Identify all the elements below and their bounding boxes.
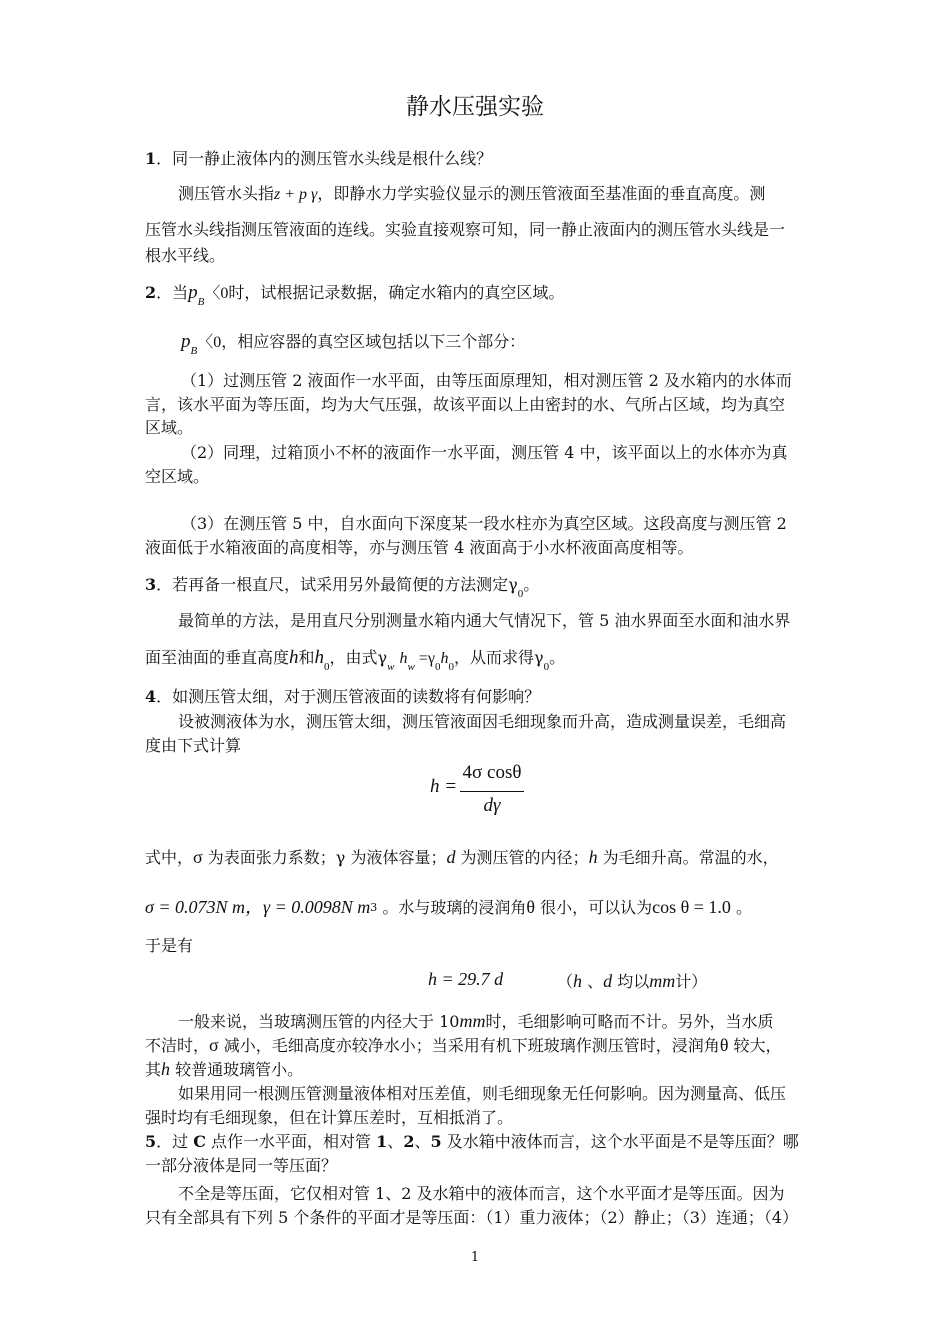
symbol-d: d [603, 971, 613, 991]
fraction-bar [460, 791, 524, 792]
subscript-w: w [387, 661, 395, 673]
equals: =γ [414, 650, 435, 667]
answer-1-line-2: 压管水头线指测压管液面的连线。实验直接观察可知，同一静止液面内的测压管水头线是一 [145, 220, 786, 239]
question-number: 5 [145, 1132, 157, 1151]
text: 其 [145, 1060, 162, 1079]
text: 时，毛细影响可略而不计。另外，当水质 [485, 1012, 774, 1031]
text: 。 [730, 898, 752, 917]
subscript-b: B [197, 296, 205, 308]
text: 为测压管的内径； [455, 848, 589, 867]
text: ，从而求得γ [453, 648, 544, 667]
question-number: 3 [145, 575, 157, 594]
answer-2-p2-line-2: 空区域。 [145, 467, 210, 486]
text: 式中， [145, 848, 194, 867]
answer-3-line-2 [145, 647, 565, 671]
result-formula: h = 29.7 d [428, 969, 504, 989]
answer-1-line-1 [178, 183, 765, 206]
subscript-0: 0 [543, 661, 550, 673]
text: 时，试根据记录数据，确定水箱内的真空区域。 [228, 283, 565, 302]
question-1 [145, 148, 492, 170]
text: 点作一水平面，相对管 [205, 1132, 377, 1151]
symbol-d: d [446, 847, 456, 867]
gamma-value: ，γ = 0.0098N m [245, 897, 371, 917]
subscript-0: 0 [517, 588, 524, 600]
question-number: 4 [145, 687, 157, 706]
symbol-h: h [289, 647, 299, 668]
text: ．如测压管太细，对于测压管液面的读数将有何影响？ [156, 687, 541, 706]
question-5 [145, 1131, 799, 1153]
text: 很小，可以认为 [535, 898, 653, 917]
unit-mm: mm [649, 971, 676, 991]
text: 、 [387, 1132, 404, 1151]
text: 及水箱中液体而言，这个水平面是不是等压面？哪 [441, 1132, 799, 1151]
answer-4-yushi: 于是有 [145, 936, 194, 955]
symbol-h: h [440, 650, 449, 667]
subscript-b: B [190, 345, 198, 357]
answer-3-line-1: 最简单的方法，是用直尺分别测量水箱内通大气情况下，管 5 油水界面至水面和油水界 [178, 611, 791, 630]
sigma-value: σ = 0.073N m [145, 897, 246, 917]
formula-lhs: h = [430, 776, 458, 797]
answer-2-p1-line-2: 言，该水平面为等压面，均为大气压强，故该平面以上由密封的水、气所占区域，均为真空 [145, 395, 786, 414]
text: ．过 [156, 1132, 194, 1151]
symbol-p: p [188, 282, 198, 303]
page-number: 1 [470, 1250, 480, 1265]
text: 、 [414, 1132, 431, 1151]
symbol-sigma: σ [193, 847, 203, 867]
result-note [557, 970, 707, 993]
text: 减小，毛细高度亦较净水小；当采用有机下班玻璃作测压管时，浸润角 [218, 1036, 720, 1055]
answer-4-p2-line-2: 强时均有毛细现象，但在计算压差时，互相抵消了。 [145, 1108, 514, 1127]
answer-2-p1-line-1: （1）过测压管 2 液面作一水平面，由等压面原理知，相对测压管 2 及水箱内的水体而 [181, 371, 792, 390]
symbol-h: h [573, 971, 583, 991]
text: 。 [523, 575, 540, 594]
text: 测压管水头指 [178, 184, 275, 203]
question-number: 1 [145, 149, 157, 168]
superscript-3: 3 [370, 901, 378, 914]
text: 较普通玻璃管小。 [170, 1060, 304, 1079]
tube-number: 5 [430, 1132, 442, 1151]
unit-mm: mm [459, 1011, 486, 1031]
answer-1-line-3: 根水平线。 [145, 246, 226, 265]
tube-number: 1 [376, 1132, 388, 1151]
text: 计） [675, 972, 708, 991]
answer-4-definitions [145, 846, 779, 869]
answer-2-p3-line-2: 液面低于水箱液面的高度相等，亦与测压管 4 液面高于小水杯液面高度相等。 [145, 538, 694, 557]
page-title: 静水压强实验 [406, 94, 544, 120]
text: ．当 [156, 283, 189, 302]
text: 一般来说，当玻璃测压管的内径大于 10 [178, 1012, 460, 1031]
answer-5-line-2: 只有全部具有下列 5 个条件的平面才是等压面：（1）重力液体；（2）静止；（3）连通；（4） [145, 1208, 799, 1227]
subscript-w: w [407, 661, 415, 673]
symbol-h: h [399, 650, 408, 667]
point-c: C [193, 1132, 206, 1151]
answer-4-line-2: 度由下式计算 [145, 736, 242, 755]
answer-2-p3-line-1: （3）在测压管 5 中，自水面向下深度某一段水柱亦为真空区域。这段高度与测压管 2 [181, 514, 787, 533]
question-5-line-2: 一部分液体是同一等压面？ [145, 1156, 338, 1175]
answer-4-p-line-3 [145, 1058, 303, 1081]
condition: 〈0 [204, 285, 229, 302]
capillary-result [428, 968, 503, 991]
condition: 〈0 [197, 334, 222, 351]
cos-theta-value: cos θ = 1.0 [652, 897, 731, 917]
symbol-h: h [588, 847, 598, 867]
answer-2-p1-line-3: 区域。 [145, 418, 194, 437]
text: 均以 [612, 972, 650, 991]
question-number: 2 [145, 283, 157, 302]
symbol-sigma: σ [209, 1035, 219, 1055]
symbol-theta: θ [719, 1035, 729, 1055]
text: 较大， [728, 1036, 782, 1055]
text: ，由式γ [329, 648, 388, 667]
text: ，即静水力学实验仪显示的测压管液面至基准面的垂直高度。测 [317, 184, 766, 203]
answer-4-values [145, 896, 752, 921]
text: 。 [549, 648, 566, 667]
formula-numerator: 4σ cosθ [462, 762, 522, 783]
text: 、 [582, 972, 604, 991]
text: ，相应容器的真空区域包括以下三个部分： [221, 332, 526, 351]
question-3 [145, 574, 539, 598]
answer-2-p2-line-1: （2）同理，过箱顶小不杯的液面作一水平面，测压管 4 中，该平面以上的水体亦为真 [181, 443, 788, 462]
answer-4-p-line-1 [178, 1010, 773, 1033]
answer-2-intro [181, 331, 525, 355]
symbol-h: h [314, 647, 325, 668]
answer-4-p2-line-1: 如果用同一根测压管测量液体相对压差值，则毛细现象无任何影响。因为测量高、低压 [178, 1084, 787, 1103]
text: ．若再备一根直尺，试采用另外最简便的方法测定γ [156, 575, 518, 594]
formula-denominator: dγ [483, 795, 501, 816]
subscript-0: 0 [434, 661, 441, 673]
text: 不洁时， [145, 1036, 210, 1055]
symbol-p: p [181, 331, 191, 352]
text: 为表面张力系数；γ 为液体容量； [202, 848, 447, 867]
answer-4-line-1: 设被测液体为水，测压管太细，测压管液面因毛细现象而升高，造成测量误差，毛细高 [178, 712, 787, 731]
text: 为毛细升高。常温的水， [597, 848, 779, 867]
tube-number: 2 [403, 1132, 415, 1151]
subscript-0: 0 [324, 661, 330, 673]
question-text: ．同一静止液体内的测压管水头线是根什么线？ [156, 149, 493, 168]
formula: z + p γ [274, 186, 318, 203]
answer-4-p-line-2 [145, 1034, 782, 1057]
text: （ [557, 972, 574, 991]
answer-5-line-1: 不全是等压面，它仅相对管 1、2 及水箱中的液体而言，这个水平面才是等压面。因为 [178, 1184, 785, 1203]
subscript-0: 0 [448, 661, 454, 673]
symbol-theta: θ [526, 897, 535, 917]
symbol-h: h [161, 1059, 171, 1079]
text: 。水与玻璃的浸润角 [377, 898, 527, 917]
text: 面至油面的垂直高度 [145, 648, 290, 667]
text: 和 [298, 648, 315, 667]
question-4 [145, 686, 540, 708]
question-2 [145, 282, 564, 306]
